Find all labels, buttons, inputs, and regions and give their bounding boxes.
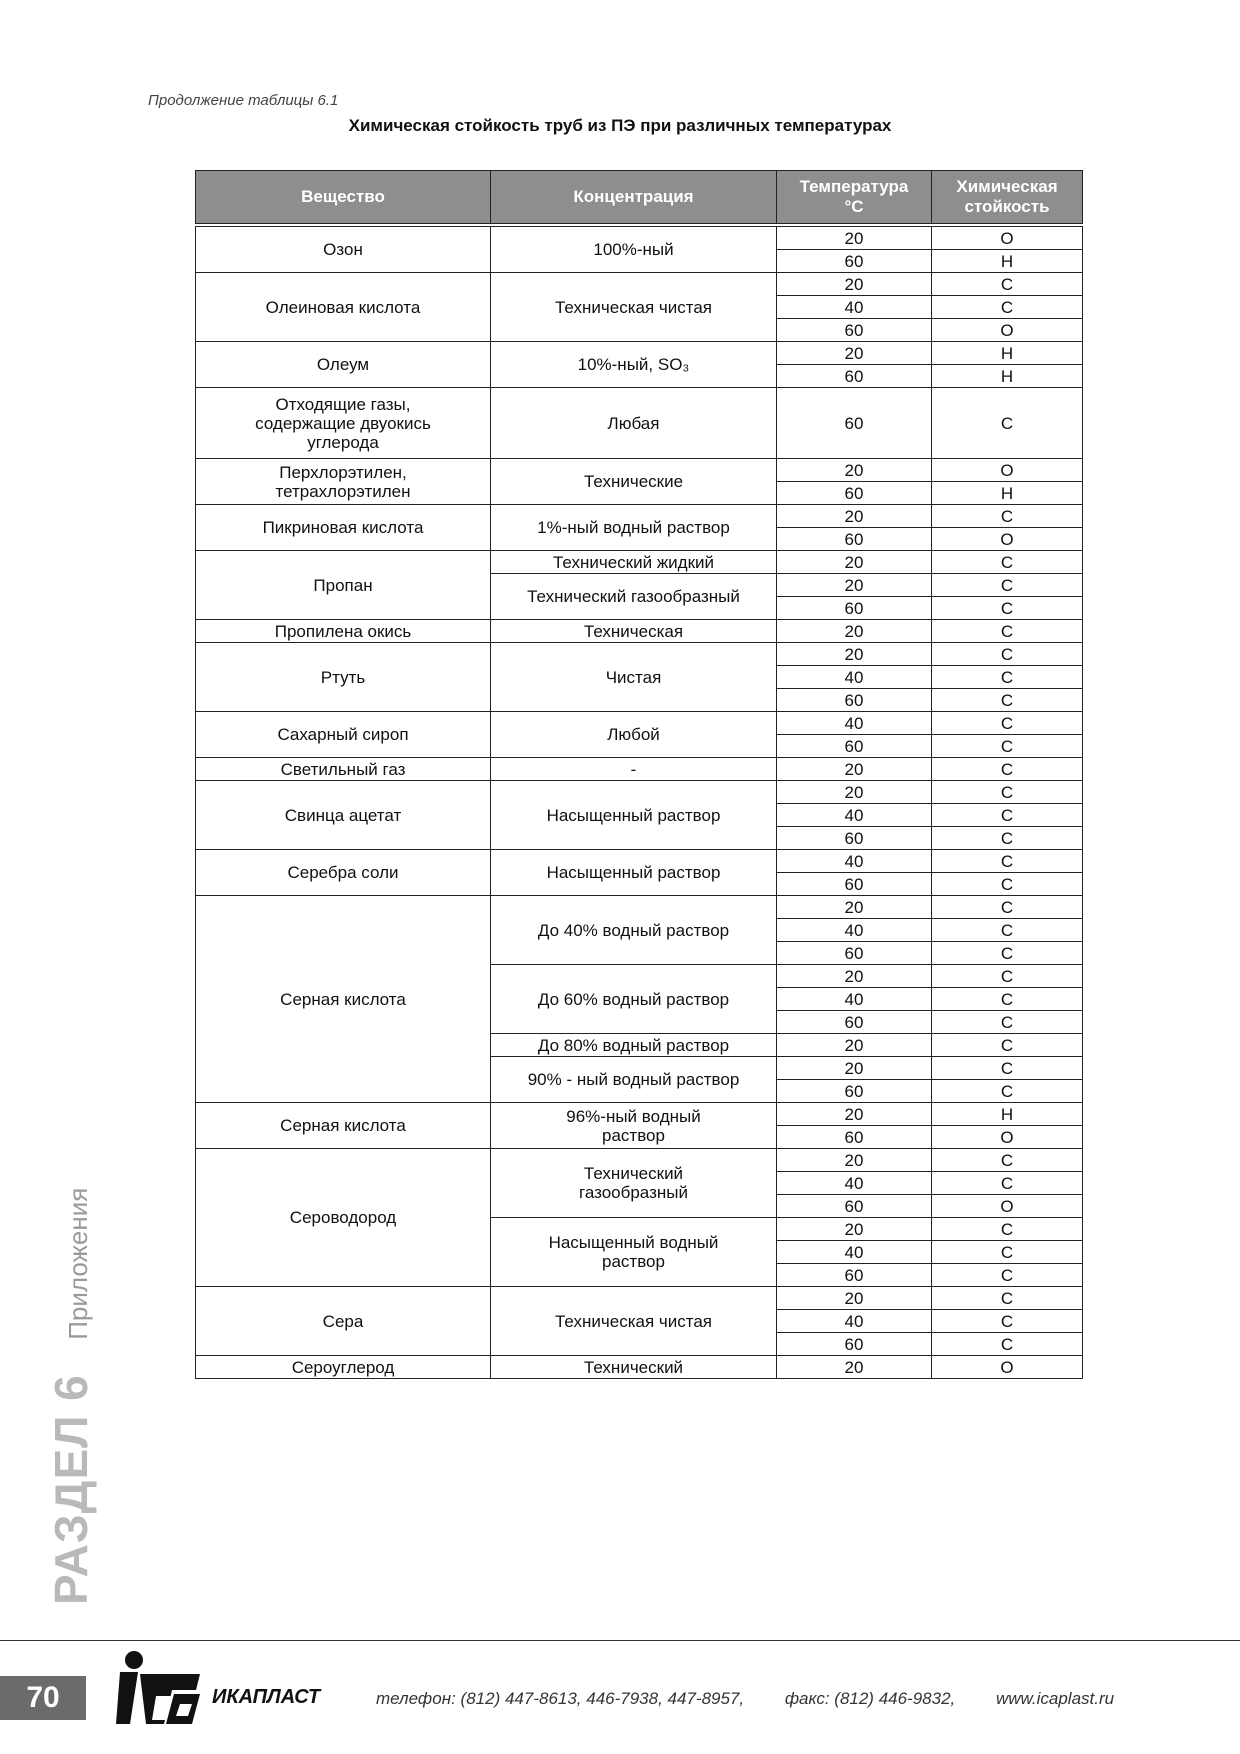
temperature-cell: 20 bbox=[777, 227, 932, 250]
resistance-cell: С bbox=[932, 1287, 1083, 1310]
section-subtitle: Приложения bbox=[63, 1187, 93, 1340]
resistance-cell: С bbox=[932, 712, 1083, 735]
header-row bbox=[196, 171, 1083, 224]
table-row bbox=[196, 620, 1083, 643]
resistance-cell: С bbox=[932, 1241, 1083, 1264]
temperature-cell: 60 bbox=[777, 735, 932, 758]
resistance-cell: С bbox=[932, 1057, 1083, 1080]
resistance-cell: С bbox=[932, 781, 1083, 804]
substance-cell: Серная кислота bbox=[196, 1103, 491, 1149]
resistance-cell: С bbox=[932, 873, 1083, 896]
resistance-cell: С bbox=[932, 850, 1083, 873]
resistance-cell: С bbox=[932, 666, 1083, 689]
table-row bbox=[196, 781, 1083, 804]
chemical-resistance-table bbox=[195, 170, 1083, 1379]
table-row bbox=[196, 643, 1083, 666]
table-row bbox=[196, 388, 1083, 459]
temperature-cell: 60 bbox=[777, 597, 932, 620]
temperature-cell: 20 bbox=[777, 342, 932, 365]
concentration-cell: Чистая bbox=[491, 643, 777, 712]
resistance-cell: О bbox=[932, 319, 1083, 342]
resistance-cell: О bbox=[932, 227, 1083, 250]
brand-name: ИКАПЛАСТ bbox=[212, 1686, 321, 1708]
concentration-cell: Технический газообразный bbox=[491, 574, 777, 620]
temperature-cell: 20 bbox=[777, 1287, 932, 1310]
resistance-cell: С bbox=[932, 296, 1083, 319]
section-title: РАЗДЕЛ 6 bbox=[45, 1374, 97, 1605]
temperature-cell: 40 bbox=[777, 712, 932, 735]
footer-phone: телефон: (812) 447-8613, 446-7938, 447-8957, bbox=[376, 1689, 745, 1708]
temperature-cell: 20 bbox=[777, 1218, 932, 1241]
temperature-cell: 60 bbox=[777, 482, 932, 505]
table-row bbox=[196, 712, 1083, 735]
resistance-cell: С bbox=[932, 988, 1083, 1011]
concentration-cell: Технический bbox=[491, 1356, 777, 1379]
temperature-cell: 60 bbox=[777, 1195, 932, 1218]
table-row bbox=[196, 1103, 1083, 1126]
temperature-cell: 60 bbox=[777, 873, 932, 896]
temperature-cell: 40 bbox=[777, 1310, 932, 1333]
temperature-cell: 40 bbox=[777, 1172, 932, 1195]
resistance-cell: Н bbox=[932, 250, 1083, 273]
concentration-cell: 100%-ный bbox=[491, 227, 777, 273]
temperature-cell: 60 bbox=[777, 388, 932, 459]
substance-cell: Сероуглерод bbox=[196, 1356, 491, 1379]
resistance-cell: С bbox=[932, 1333, 1083, 1356]
header-substance: Вещество bbox=[196, 171, 491, 224]
resistance-cell: С bbox=[932, 597, 1083, 620]
temperature-cell: 20 bbox=[777, 505, 932, 528]
footer-divider bbox=[0, 1640, 1240, 1641]
page-number: 70 bbox=[0, 1676, 86, 1720]
temperature-cell: 60 bbox=[777, 528, 932, 551]
temperature-cell: 40 bbox=[777, 850, 932, 873]
temperature-cell: 40 bbox=[777, 296, 932, 319]
substance-cell: Олеум bbox=[196, 342, 491, 388]
resistance-cell: Н bbox=[932, 482, 1083, 505]
resistance-cell: С bbox=[932, 1310, 1083, 1333]
resistance-cell: С bbox=[932, 942, 1083, 965]
temperature-cell: 20 bbox=[777, 643, 932, 666]
temperature-cell: 40 bbox=[777, 666, 932, 689]
temperature-cell: 20 bbox=[777, 1057, 932, 1080]
concentration-cell: До 40% водный раствор bbox=[491, 896, 777, 965]
footer-fax: факс: (812) 446-9832, bbox=[784, 1689, 956, 1708]
substance-cell: Свинца ацетат bbox=[196, 781, 491, 850]
temperature-cell: 20 bbox=[777, 965, 932, 988]
resistance-cell: С bbox=[932, 1080, 1083, 1103]
substance-cell: Пропан bbox=[196, 551, 491, 620]
resistance-cell: С bbox=[932, 643, 1083, 666]
temperature-cell: 40 bbox=[777, 804, 932, 827]
table-row bbox=[196, 758, 1083, 781]
concentration-cell: Технический газообразный bbox=[491, 1149, 777, 1218]
temperature-cell: 20 bbox=[777, 781, 932, 804]
temperature-cell: 40 bbox=[777, 988, 932, 1011]
concentration-cell: Техническая чистая bbox=[491, 273, 777, 342]
concentration-cell: Насыщенный водный раствор bbox=[491, 1218, 777, 1287]
temperature-cell: 60 bbox=[777, 365, 932, 388]
table-row bbox=[196, 551, 1083, 574]
substance-cell: Сероводород bbox=[196, 1149, 491, 1287]
table-row bbox=[196, 896, 1083, 919]
resistance-cell: О bbox=[932, 1126, 1083, 1149]
resistance-cell: О bbox=[932, 1356, 1083, 1379]
temperature-cell: 20 bbox=[777, 459, 932, 482]
temperature-cell: 40 bbox=[777, 919, 932, 942]
substance-cell: Серебра соли bbox=[196, 850, 491, 896]
table-caption: Продолжение таблицы 6.1 bbox=[148, 92, 339, 109]
resistance-cell: С bbox=[932, 1149, 1083, 1172]
temperature-cell: 20 bbox=[777, 273, 932, 296]
temperature-cell: 20 bbox=[777, 896, 932, 919]
concentration-cell: Технический жидкий bbox=[491, 551, 777, 574]
temperature-cell: 60 bbox=[777, 1080, 932, 1103]
temperature-cell: 20 bbox=[777, 1356, 932, 1379]
temperature-cell: 60 bbox=[777, 689, 932, 712]
table-row bbox=[196, 1356, 1083, 1379]
header-resistance: Химическая стойкость bbox=[932, 171, 1083, 224]
temperature-cell: 20 bbox=[777, 1034, 932, 1057]
section-side-label bbox=[44, 1188, 98, 1605]
resistance-cell: Н bbox=[932, 1103, 1083, 1126]
temperature-cell: 60 bbox=[777, 1126, 932, 1149]
concentration-cell: 10%-ный, SO₃ bbox=[491, 342, 777, 388]
resistance-cell: О bbox=[932, 528, 1083, 551]
substance-cell: Олеиновая кислота bbox=[196, 273, 491, 342]
temperature-cell: 20 bbox=[777, 1149, 932, 1172]
temperature-cell: 20 bbox=[777, 758, 932, 781]
table-row bbox=[196, 1287, 1083, 1310]
icaplast-logo-icon bbox=[116, 1650, 202, 1726]
temperature-cell: 20 bbox=[777, 551, 932, 574]
resistance-cell: С bbox=[932, 689, 1083, 712]
table-row bbox=[196, 505, 1083, 528]
concentration-cell: Любая bbox=[491, 388, 777, 459]
resistance-cell: С bbox=[932, 574, 1083, 597]
resistance-cell: С bbox=[932, 1011, 1083, 1034]
footer-contacts bbox=[376, 1689, 1150, 1709]
resistance-cell: С bbox=[932, 1218, 1083, 1241]
concentration-cell: Насыщенный раствор bbox=[491, 781, 777, 850]
substance-cell: Ртуть bbox=[196, 643, 491, 712]
concentration-cell: Техническая bbox=[491, 620, 777, 643]
temperature-cell: 60 bbox=[777, 827, 932, 850]
resistance-cell: С bbox=[932, 1264, 1083, 1287]
resistance-cell: С bbox=[932, 551, 1083, 574]
table-row bbox=[196, 227, 1083, 250]
temperature-cell: 60 bbox=[777, 1333, 932, 1356]
table-row bbox=[196, 273, 1083, 296]
substance-cell: Светильный газ bbox=[196, 758, 491, 781]
concentration-cell: Насыщенный раствор bbox=[491, 850, 777, 896]
header-temperature: Температура °С bbox=[777, 171, 932, 224]
substance-cell: Пикриновая кислота bbox=[196, 505, 491, 551]
temperature-cell: 60 bbox=[777, 1264, 932, 1287]
resistance-cell: Н bbox=[932, 342, 1083, 365]
resistance-cell: С bbox=[932, 827, 1083, 850]
header-concentration: Концентрация bbox=[491, 171, 777, 224]
resistance-cell: С bbox=[932, 735, 1083, 758]
footer-website: www.icaplast.ru bbox=[996, 1689, 1115, 1708]
temperature-cell: 20 bbox=[777, 1103, 932, 1126]
table-row bbox=[196, 342, 1083, 365]
temperature-cell: 60 bbox=[777, 1011, 932, 1034]
temperature-cell: 20 bbox=[777, 620, 932, 643]
resistance-cell: С bbox=[932, 919, 1083, 942]
concentration-cell: 96%-ный водный раствор bbox=[491, 1103, 777, 1149]
temperature-cell: 60 bbox=[777, 319, 932, 342]
substance-cell: Сера bbox=[196, 1287, 491, 1356]
temperature-cell: 20 bbox=[777, 574, 932, 597]
substance-cell: Пропилена окись bbox=[196, 620, 491, 643]
table-row bbox=[196, 850, 1083, 873]
resistance-cell: О bbox=[932, 459, 1083, 482]
resistance-cell: С bbox=[932, 273, 1083, 296]
concentration-cell: 90% - ный водный раствор bbox=[491, 1057, 777, 1103]
table-title: Химическая стойкость труб из ПЭ при различных температурах bbox=[348, 116, 892, 135]
resistance-cell: С bbox=[932, 505, 1083, 528]
resistance-cell: С bbox=[932, 388, 1083, 459]
concentration-cell: - bbox=[491, 758, 777, 781]
resistance-cell: О bbox=[932, 1195, 1083, 1218]
resistance-cell: С bbox=[932, 1034, 1083, 1057]
temperature-cell: 60 bbox=[777, 942, 932, 965]
concentration-cell: Технические bbox=[491, 459, 777, 505]
resistance-cell: С bbox=[932, 620, 1083, 643]
resistance-cell: С bbox=[932, 758, 1083, 781]
resistance-cell: Н bbox=[932, 365, 1083, 388]
temperature-cell: 40 bbox=[777, 1241, 932, 1264]
concentration-cell: 1%-ный водный раствор bbox=[491, 505, 777, 551]
temperature-cell: 60 bbox=[777, 250, 932, 273]
concentration-cell: До 80% водный раствор bbox=[491, 1034, 777, 1057]
substance-cell: Сахарный сироп bbox=[196, 712, 491, 758]
concentration-cell: Техническая чистая bbox=[491, 1287, 777, 1356]
table-row bbox=[196, 1149, 1083, 1172]
resistance-cell: С bbox=[932, 965, 1083, 988]
substance-cell: Перхлорэтилен, тетрахлорэтилен bbox=[196, 459, 491, 505]
substance-cell: Озон bbox=[196, 227, 491, 273]
resistance-cell: С bbox=[932, 1172, 1083, 1195]
substance-cell: Отходящие газы, содержащие двуокись углерода bbox=[196, 388, 491, 459]
resistance-cell: С bbox=[932, 896, 1083, 919]
substance-cell: Серная кислота bbox=[196, 896, 491, 1103]
table-row bbox=[196, 459, 1083, 482]
concentration-cell: Любой bbox=[491, 712, 777, 758]
concentration-cell: До 60% водный раствор bbox=[491, 965, 777, 1034]
resistance-cell: С bbox=[932, 804, 1083, 827]
